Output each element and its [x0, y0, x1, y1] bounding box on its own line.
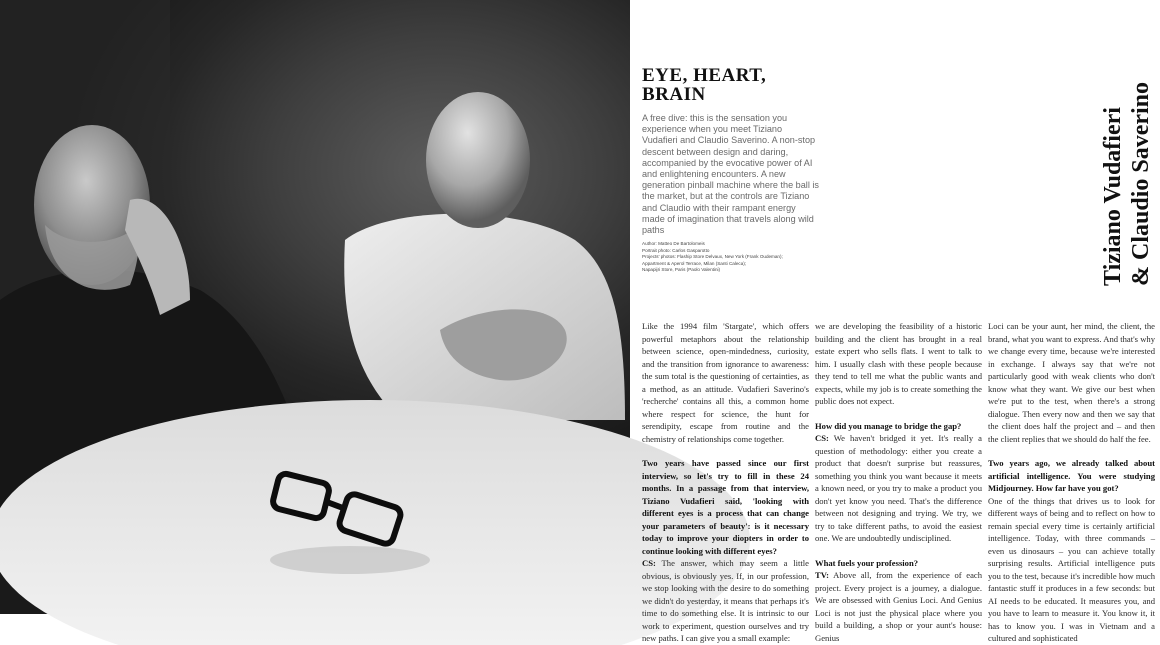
text-column-3 [988, 320, 1155, 645]
paragraph: Like the 1994 film 'Stargate', which offers powerful metaphors about the relationship between science, open-mindedness, curiosity, and the transition from ignorance to awareness: the sum total is the questioning of certainties, as a method, as an attitude. Vudafieri Saverino's 'recherche' contains all this, a common home where respect for science, the hunt for serendipity, escape from routine and the chemistry of relationships come together. [642, 321, 809, 444]
credit-line: Appartment & Aperol Terrace, Milan (Santi Caleca); [642, 260, 747, 266]
question: Two years have passed since our first interview, so let's try to fill in these 24 months. In a passage from that interview, Tiziano Vudafieri said, 'looking with different eyes is a process that can change your parameters of beauty': is it necessary today to improve your diopters in order to continue looking with different eyes? [642, 458, 809, 556]
name-line-1: Tiziano Vudafieri [1100, 107, 1126, 286]
text-column-2 [815, 320, 982, 644]
article-lead: A free dive: this is the sensation you experience when you meet Tiziano Vudafieri and Claudio Saverino. A non-stop descent between design and daring, accompanied by the evocative power of AI and enlightening encounters. A new generation pinball machine where the ball is the market, but at the controls are Tiziano and Claudio with their rampant energy made of imagination that travels along wild paths [642, 113, 819, 236]
answer: CS: The answer, which may seem a little obvious, is obviously yes. If, in our profession, we stop looking with the desire to do something we didn't do yesterday, it means that perhaps it's time to do something else. It is intrinsic to our work to experiment, question ourselves and try new paths. I can give you a small example: [642, 558, 809, 643]
credit-line: Author: Matteo De Bartolomeis [642, 241, 705, 246]
vertical-names [1092, 40, 1156, 290]
paragraph: we are developing the feasibility of a historic building and the client has brought in a real estate expert who sells flats. I went to talk to him. I usually clash with these people because they tend to tell me what the public wants and expects, while my job is to create something the public does not expect. [815, 321, 982, 406]
question: How did you manage to bridge the gap? [815, 420, 962, 431]
right-man-head [426, 92, 530, 228]
answer: TV: Above all, from the experience of each project. Every project is a journey, a dialogue. We are obsessed with Genius Loci. And Genius Loci is not just the physical place where you build a building, a shop or your aunt's house: Genius [815, 570, 982, 643]
name-line-2: & Claudio Saverino [1128, 81, 1154, 286]
question: Two years ago, we already talked about artificial intelligence. You were studying Midjourney. How far have you got? [988, 458, 1155, 493]
credit-line: Projects' photos: Flaship Store Delvaux, New York (Frank Oudeman); [642, 254, 783, 260]
credit-line: Napapijri Store, Paris (Paolo Valentini) [642, 267, 721, 273]
glasses-shadow [270, 546, 430, 574]
paragraph: One of the things that drives us to look for different ways of being and to reflect on how to remain special every time is certainly artificial intelligence. Today, with three commands – even us dinosaurs – you can achieve totally surprising results. Artificial intelligence puts you to the test, because it's incredible how much fantastic stuff it produces in a few seconds: but AI needs to be educated. It measures you, and you have to learn to measure it. You know it, it has to know you. I was in Vietnam and a cultured and sophisticated [988, 495, 1155, 643]
text-column-1 [642, 320, 809, 645]
credit-line: Portrait photo: Carlos Gasparotto [642, 247, 710, 253]
answer: CS: We haven't bridged it yet. It's really a question of methodology: either you create a product that doesn't surprise but reassures, something you think you want because it meets a known need, or you try to make a product you don't yet know you need. That's the difference between not designing and trying. We try, we try to take different paths, to avoid the easiest one. We are undoubtedly undisciplined. [815, 433, 982, 543]
article-title: EYE, HEART, BRAIN [642, 65, 767, 105]
paragraph: Loci can be your aunt, her mind, the client, the brand, what you want to express. And that's why we change every time, because we're interested in exchange. I always say that we're not particularly good with weak clients who don't know what they want. We give our best when we're put to the test, when there's a strong dialogue. Then every now and then we say that the client does half the project and – and then the client replies that we should do half the fee. [988, 321, 1155, 444]
article-credits [642, 241, 842, 274]
question: What fuels your profession? [815, 557, 919, 568]
